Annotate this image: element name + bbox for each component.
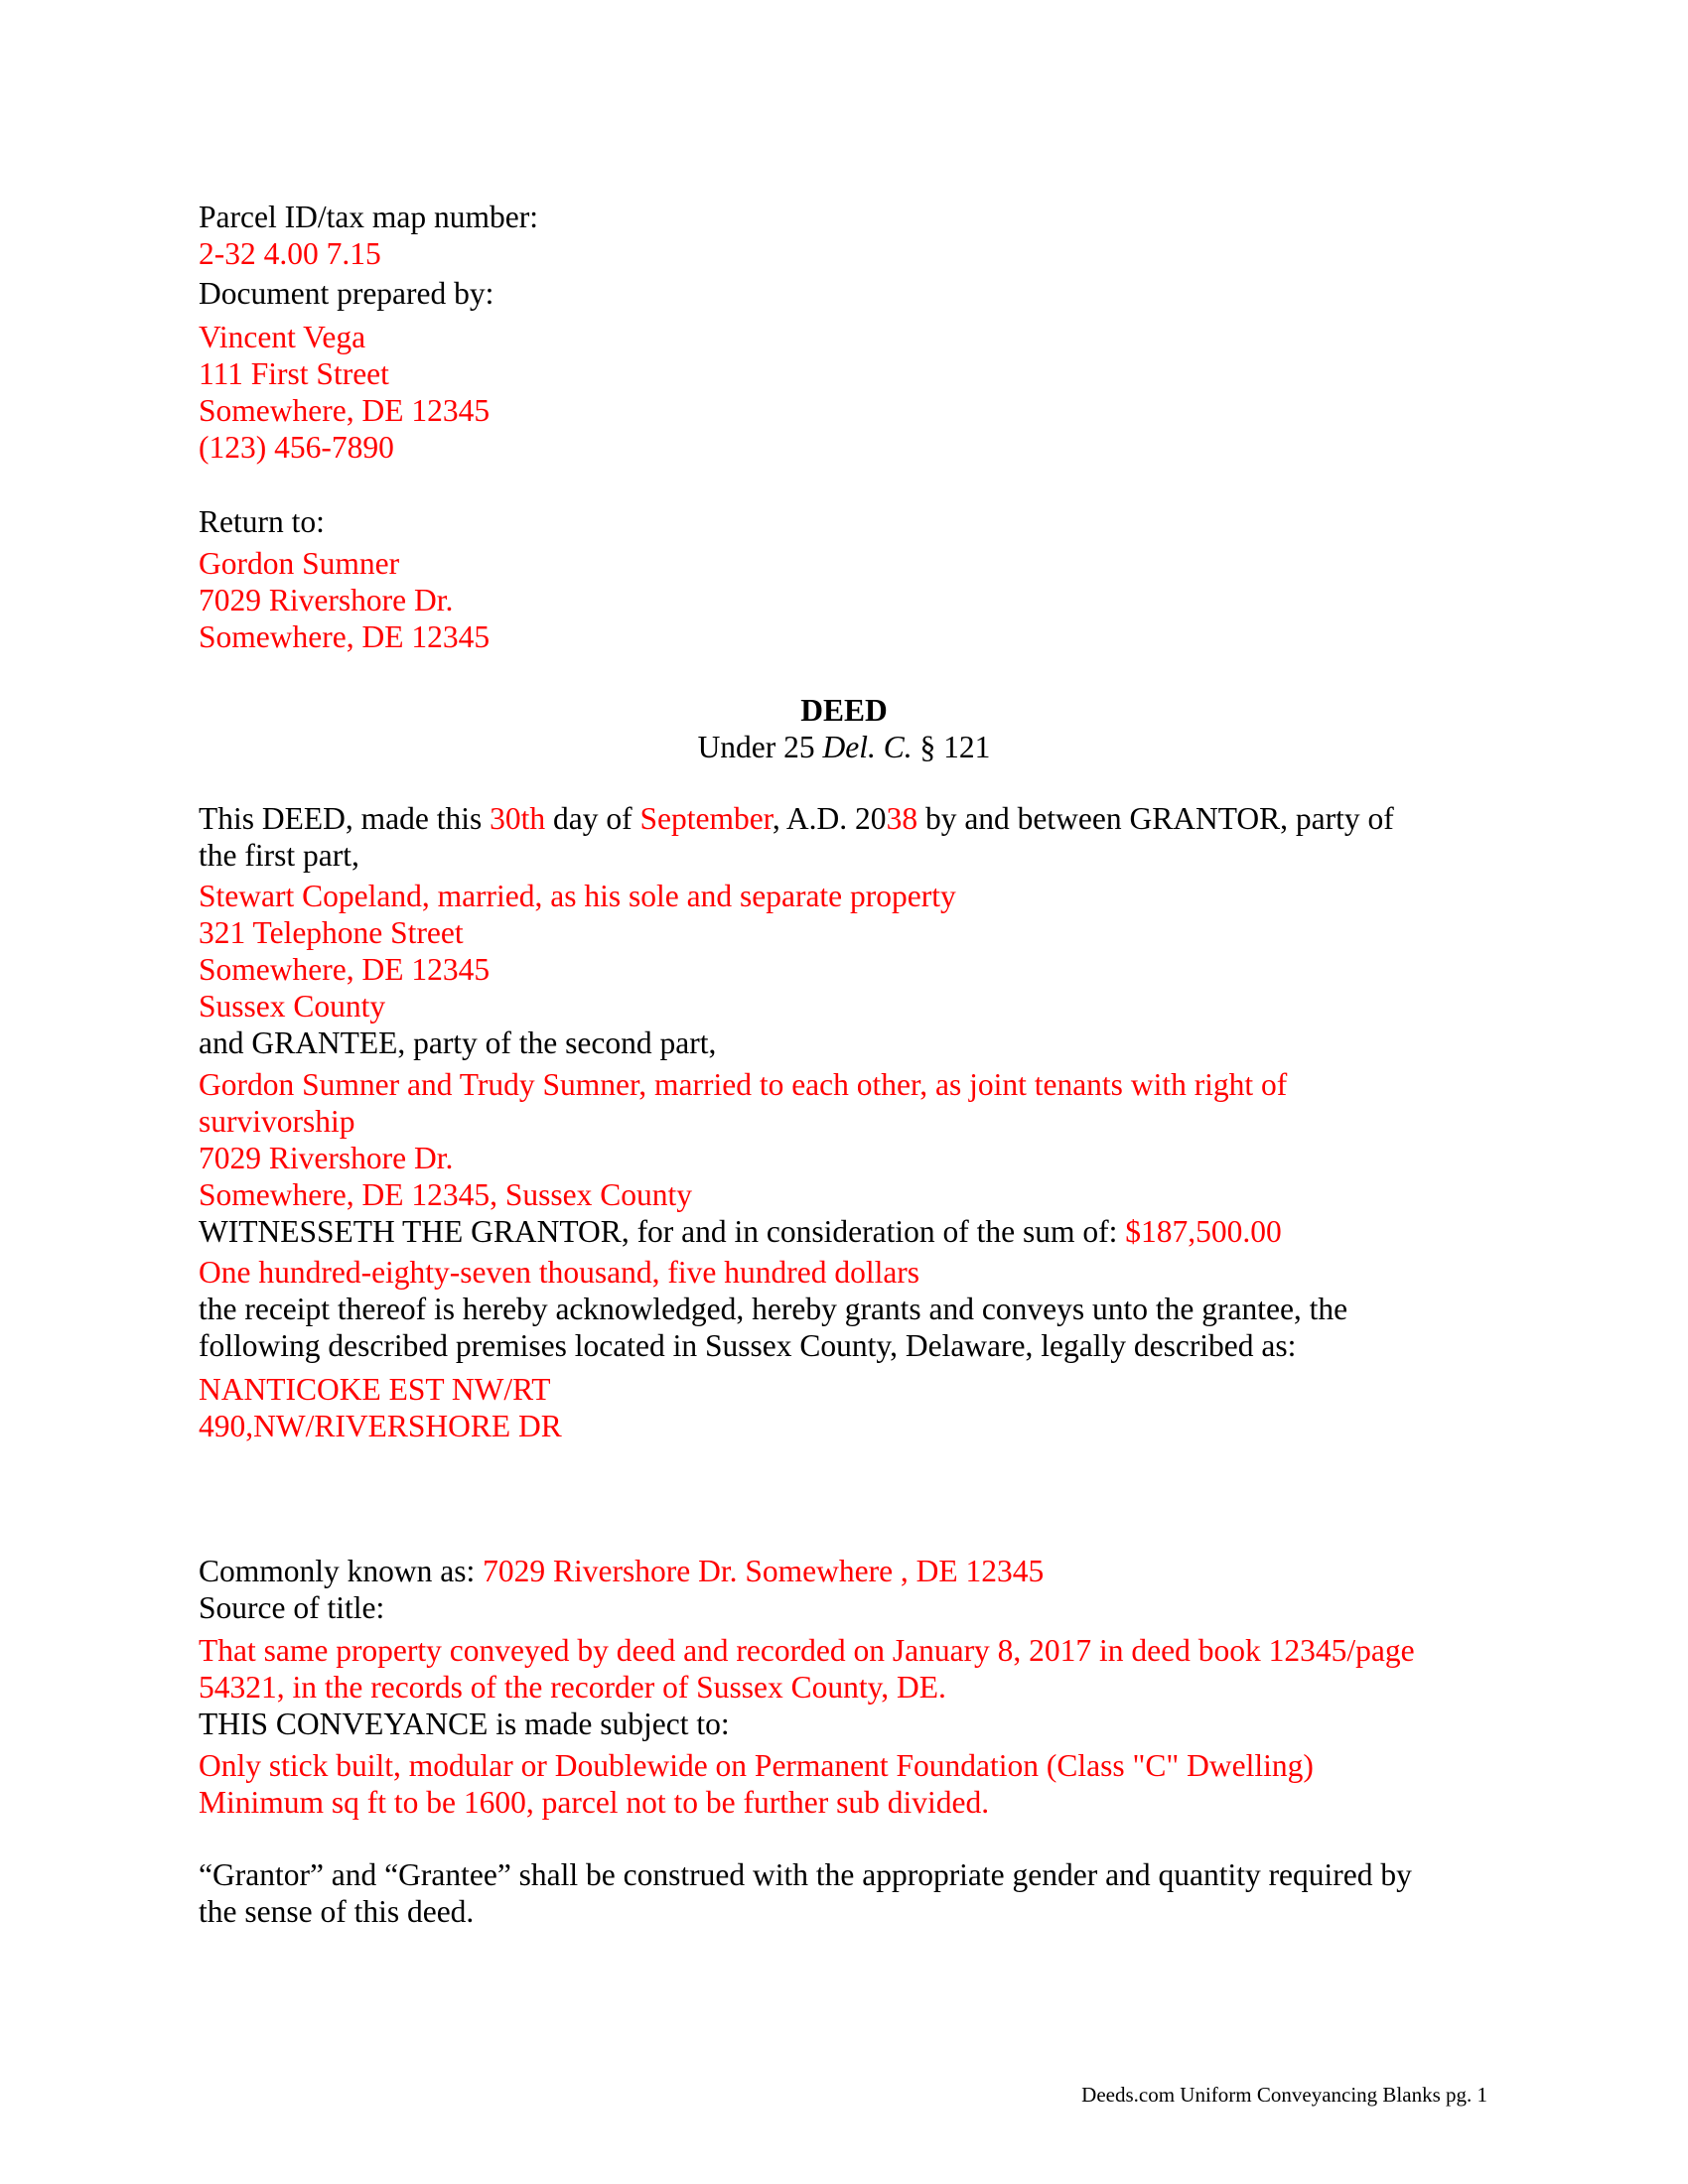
grantor-block <box>199 878 1489 1024</box>
deed-year: 38 <box>886 801 918 836</box>
return-name: Gordon Sumner <box>199 546 400 581</box>
conveyance-line-1: the receipt thereof is hereby acknowledged, hereby grants and conveys unto the grantee, the <box>199 1292 1348 1326</box>
grantee-city: Somewhere, DE 12345, Sussex County <box>199 1177 692 1212</box>
source-of-title <box>199 1632 1489 1706</box>
construction-line-1: “Grantor” and “Grantee” shall be construed with the appropriate gender and quantity required by <box>199 1857 1412 1892</box>
grantee-name-2: survivorship <box>199 1104 355 1139</box>
grantor-name: Stewart Copeland, married, as his sole and separate property <box>199 879 956 913</box>
common-address-line: Commonly known as: 7029 Rivershore Dr. Somewhere , DE 12345 <box>199 1554 1045 1588</box>
source-line-2: 54321, in the records of the recorder of Sussex County, DE. <box>199 1670 946 1705</box>
preparer-city: Somewhere, DE 12345 <box>199 393 491 428</box>
return-city: Somewhere, DE 12345 <box>199 619 491 654</box>
preparer-name: Vincent Vega <box>199 320 366 354</box>
grantee-name-1: Gordon Sumner and Trudy Sumner, married to each other, as joint tenants with right of <box>199 1067 1288 1102</box>
legal-description <box>199 1371 1489 1444</box>
conveyance-text <box>199 1291 1489 1364</box>
subject-to-section <box>199 1706 1489 1742</box>
return-to-section <box>199 503 1489 540</box>
source-line-1: That same property conveyed by deed and recorded on January 8, 2017 in deed book 12345/page <box>199 1633 1415 1668</box>
parcel-label: Parcel ID/tax map number: <box>199 200 539 234</box>
restrictions <box>199 1747 1489 1821</box>
deed-statute: Under 25 Del. C. § 121 <box>697 730 991 764</box>
deed-title: DEED <box>800 693 888 728</box>
parcel-value: 2-32 4.00 7.15 <box>199 236 381 271</box>
return-to-label: Return to: <box>199 504 325 539</box>
grantee-block <box>199 1066 1489 1213</box>
intro-line-1: This DEED, made this 30th day of September, A.D. 2038 by and between GRANTOR, party of <box>199 801 1394 836</box>
consideration-line: WITNESSETH THE GRANTOR, for and in consideration of the sum of: $187,500.00 <box>199 1214 1282 1249</box>
grantor-city: Somewhere, DE 12345 <box>199 952 491 987</box>
page-footer: Deeds.com Uniform Conveyancing Blanks pg. 1 <box>1081 2083 1487 2107</box>
grantee-street: 7029 Rivershore Dr. <box>199 1141 454 1175</box>
grantee-label: and GRANTEE, party of the second part, <box>199 1025 717 1060</box>
preparer-street: 111 First Street <box>199 356 389 391</box>
source-label: Source of title: <box>199 1590 385 1625</box>
legal-line-1: NANTICOKE EST NW/RT <box>199 1372 551 1407</box>
preparer-phone: (123) 456-7890 <box>199 430 394 465</box>
grantor-street: 321 Telephone Street <box>199 915 464 950</box>
parcel-section <box>199 199 1489 272</box>
common-address-value: 7029 Rivershore Dr. Somewhere , DE 12345 <box>483 1554 1045 1588</box>
prepared-by-address <box>199 319 1489 466</box>
intro-line-2: the first part, <box>199 838 359 873</box>
legal-line-2: 490,NW/RIVERSHORE DR <box>199 1409 562 1443</box>
consideration-amount: $187,500.00 <box>1125 1214 1282 1249</box>
restriction-line-1: Only stick built, modular or Doublewide on Permanent Foundation (Class "C" Dwelling) <box>199 1748 1314 1783</box>
subject-label: THIS CONVEYANCE is made subject to: <box>199 1706 730 1741</box>
deed-day: 30th <box>490 801 546 836</box>
restriction-line-2: Minimum sq ft to be 1600, parcel not to be further sub divided. <box>199 1785 990 1820</box>
prepared-by-label: Document prepared by: <box>199 276 494 311</box>
grantor-county: Sussex County <box>199 989 386 1024</box>
consideration-words: One hundred-eighty-seven thousand, five hundred dollars <box>199 1255 920 1290</box>
consideration-section <box>199 1213 1489 1250</box>
return-street: 7029 Rivershore Dr. <box>199 583 454 617</box>
intro-paragraph <box>199 800 1489 874</box>
return-to-address <box>199 545 1489 655</box>
deed-heading <box>199 692 1489 765</box>
deed-month: September <box>639 801 773 836</box>
conveyance-line-2: following described premises located in Sussex County, Delaware, legally described as: <box>199 1328 1297 1363</box>
construction-line-2: the sense of this deed. <box>199 1894 475 1929</box>
common-address-section <box>199 1553 1489 1626</box>
prepared-by-section <box>199 275 1489 312</box>
construction-clause <box>199 1856 1489 1930</box>
